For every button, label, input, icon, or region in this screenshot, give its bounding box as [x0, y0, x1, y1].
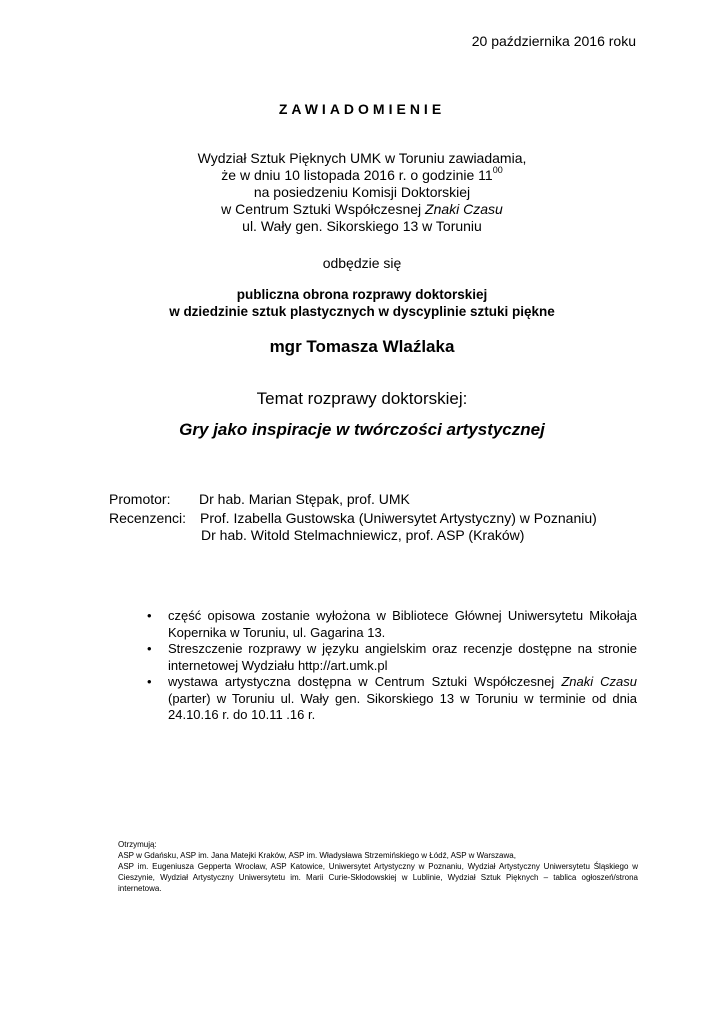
promotor-label: Promotor: [109, 491, 171, 507]
candidate-name: mgr Tomasza Wlaźlaka [269, 337, 455, 356]
reviewer-1: Prof. Izabella Gustowska (Uniwersytet Artystyczny) w Poznaniu) [200, 510, 597, 526]
intro-hour-minutes: 00 [492, 165, 503, 176]
intro-line-committee: na posiedzeniu Komisji Doktorskiej [253, 184, 471, 200]
distribution-heading: Otrzymują: [118, 840, 157, 849]
will-take-place-text: odbędzie się [322, 255, 402, 271]
list-item [147, 608, 637, 641]
exhibition-text-end: (parter) w Toruniu ul. Wały gen. Sikorskiego 13 w Toruniu w terminie od dnia 24.10.16 r. do 10.11 .16 r. [168, 690, 637, 722]
intro-line-venue [0, 201, 724, 218]
bullet-text-summary: Streszczenie rozprawy w języku angielskim oraz recenzje dostępne na stronie internetowej Wydziału http://art.umk.pl [168, 641, 637, 673]
reviewer-2: Dr hab. Witold Stelmachniewicz, prof. ASP (Kraków) [201, 527, 525, 543]
intro-venue-text: w Centrum Sztuki Współczesnej [221, 201, 426, 217]
bullet-icon: • [147, 641, 152, 656]
distribution-line-2: ASP im. Eugeniusza Gepperta Wrocław, ASP Katowice, Uniwersytet Artystyczny w Poznaniu, Wydział Artystyczny Uniwersytetu Śląskiego w Cieszynie, Wydział Artystyczny Uniwersytetu im. Marii Curie-Skłodowskiej w Lublinie, Wydział Sztuk Pięknych – tablica ogłoszeń/strona internetowa. [118, 862, 638, 893]
intro-datetime-text: że w dniu 10 listopada 2016 r. o godzinie 11 [221, 167, 493, 183]
reviewers-label: Recenzenci: [109, 510, 187, 526]
announcement-intro [0, 150, 724, 235]
intro-line-datetime [0, 167, 724, 184]
list-item [147, 674, 637, 724]
defense-description [0, 286, 724, 320]
list-item [147, 641, 637, 674]
defense-line-discipline: w dziedzinie sztuk plastycznych w dyscyplinie sztuki piękne [169, 304, 555, 319]
info-bullet-list [147, 608, 637, 724]
bullet-text-library: część opisowa zostanie wyłożona w Bibliotece Głównej Uniwersytetu Mikołaja Kopernika w Toruniu, ul. Gagarina 13. [168, 608, 637, 640]
exhibition-text-start: wystawa artystyczna dostępna w Centrum Sztuki Współczesnej [168, 674, 562, 689]
bullet-icon: • [147, 608, 152, 623]
bullet-icon: • [147, 674, 152, 689]
promotor-value: Dr hab. Marian Stępak, prof. UMK [199, 491, 410, 507]
bullet-text-exhibition [168, 674, 637, 722]
defense-line-public: publiczna obrona rozprawy doktorskiej [236, 287, 488, 302]
intro-line-faculty: Wydział Sztuk Pięknych UMK w Toruniu zawiadamia, [197, 150, 527, 166]
topic-title: Gry jako inspiracje w twórczości artystycznej [179, 420, 545, 439]
intro-line-address: ul. Wały gen. Sikorskiego 13 w Toruniu [242, 218, 482, 234]
distribution-list [118, 839, 638, 894]
exhibition-venue-name: Znaki Czasu [561, 674, 638, 689]
document-date: 20 października 2016 roku [471, 33, 636, 49]
distribution-line-1: ASP w Gdańsku, ASP im. Jana Matejki Kraków, ASP im. Władysława Strzemińskiego w Łódź, ASP w Warszawa, [118, 851, 516, 860]
document-title: ZAWIADOMIENIE [278, 101, 446, 117]
intro-venue-name: Znaki Czasu [425, 201, 503, 217]
topic-label: Temat rozprawy doktorskiej: [256, 389, 468, 408]
